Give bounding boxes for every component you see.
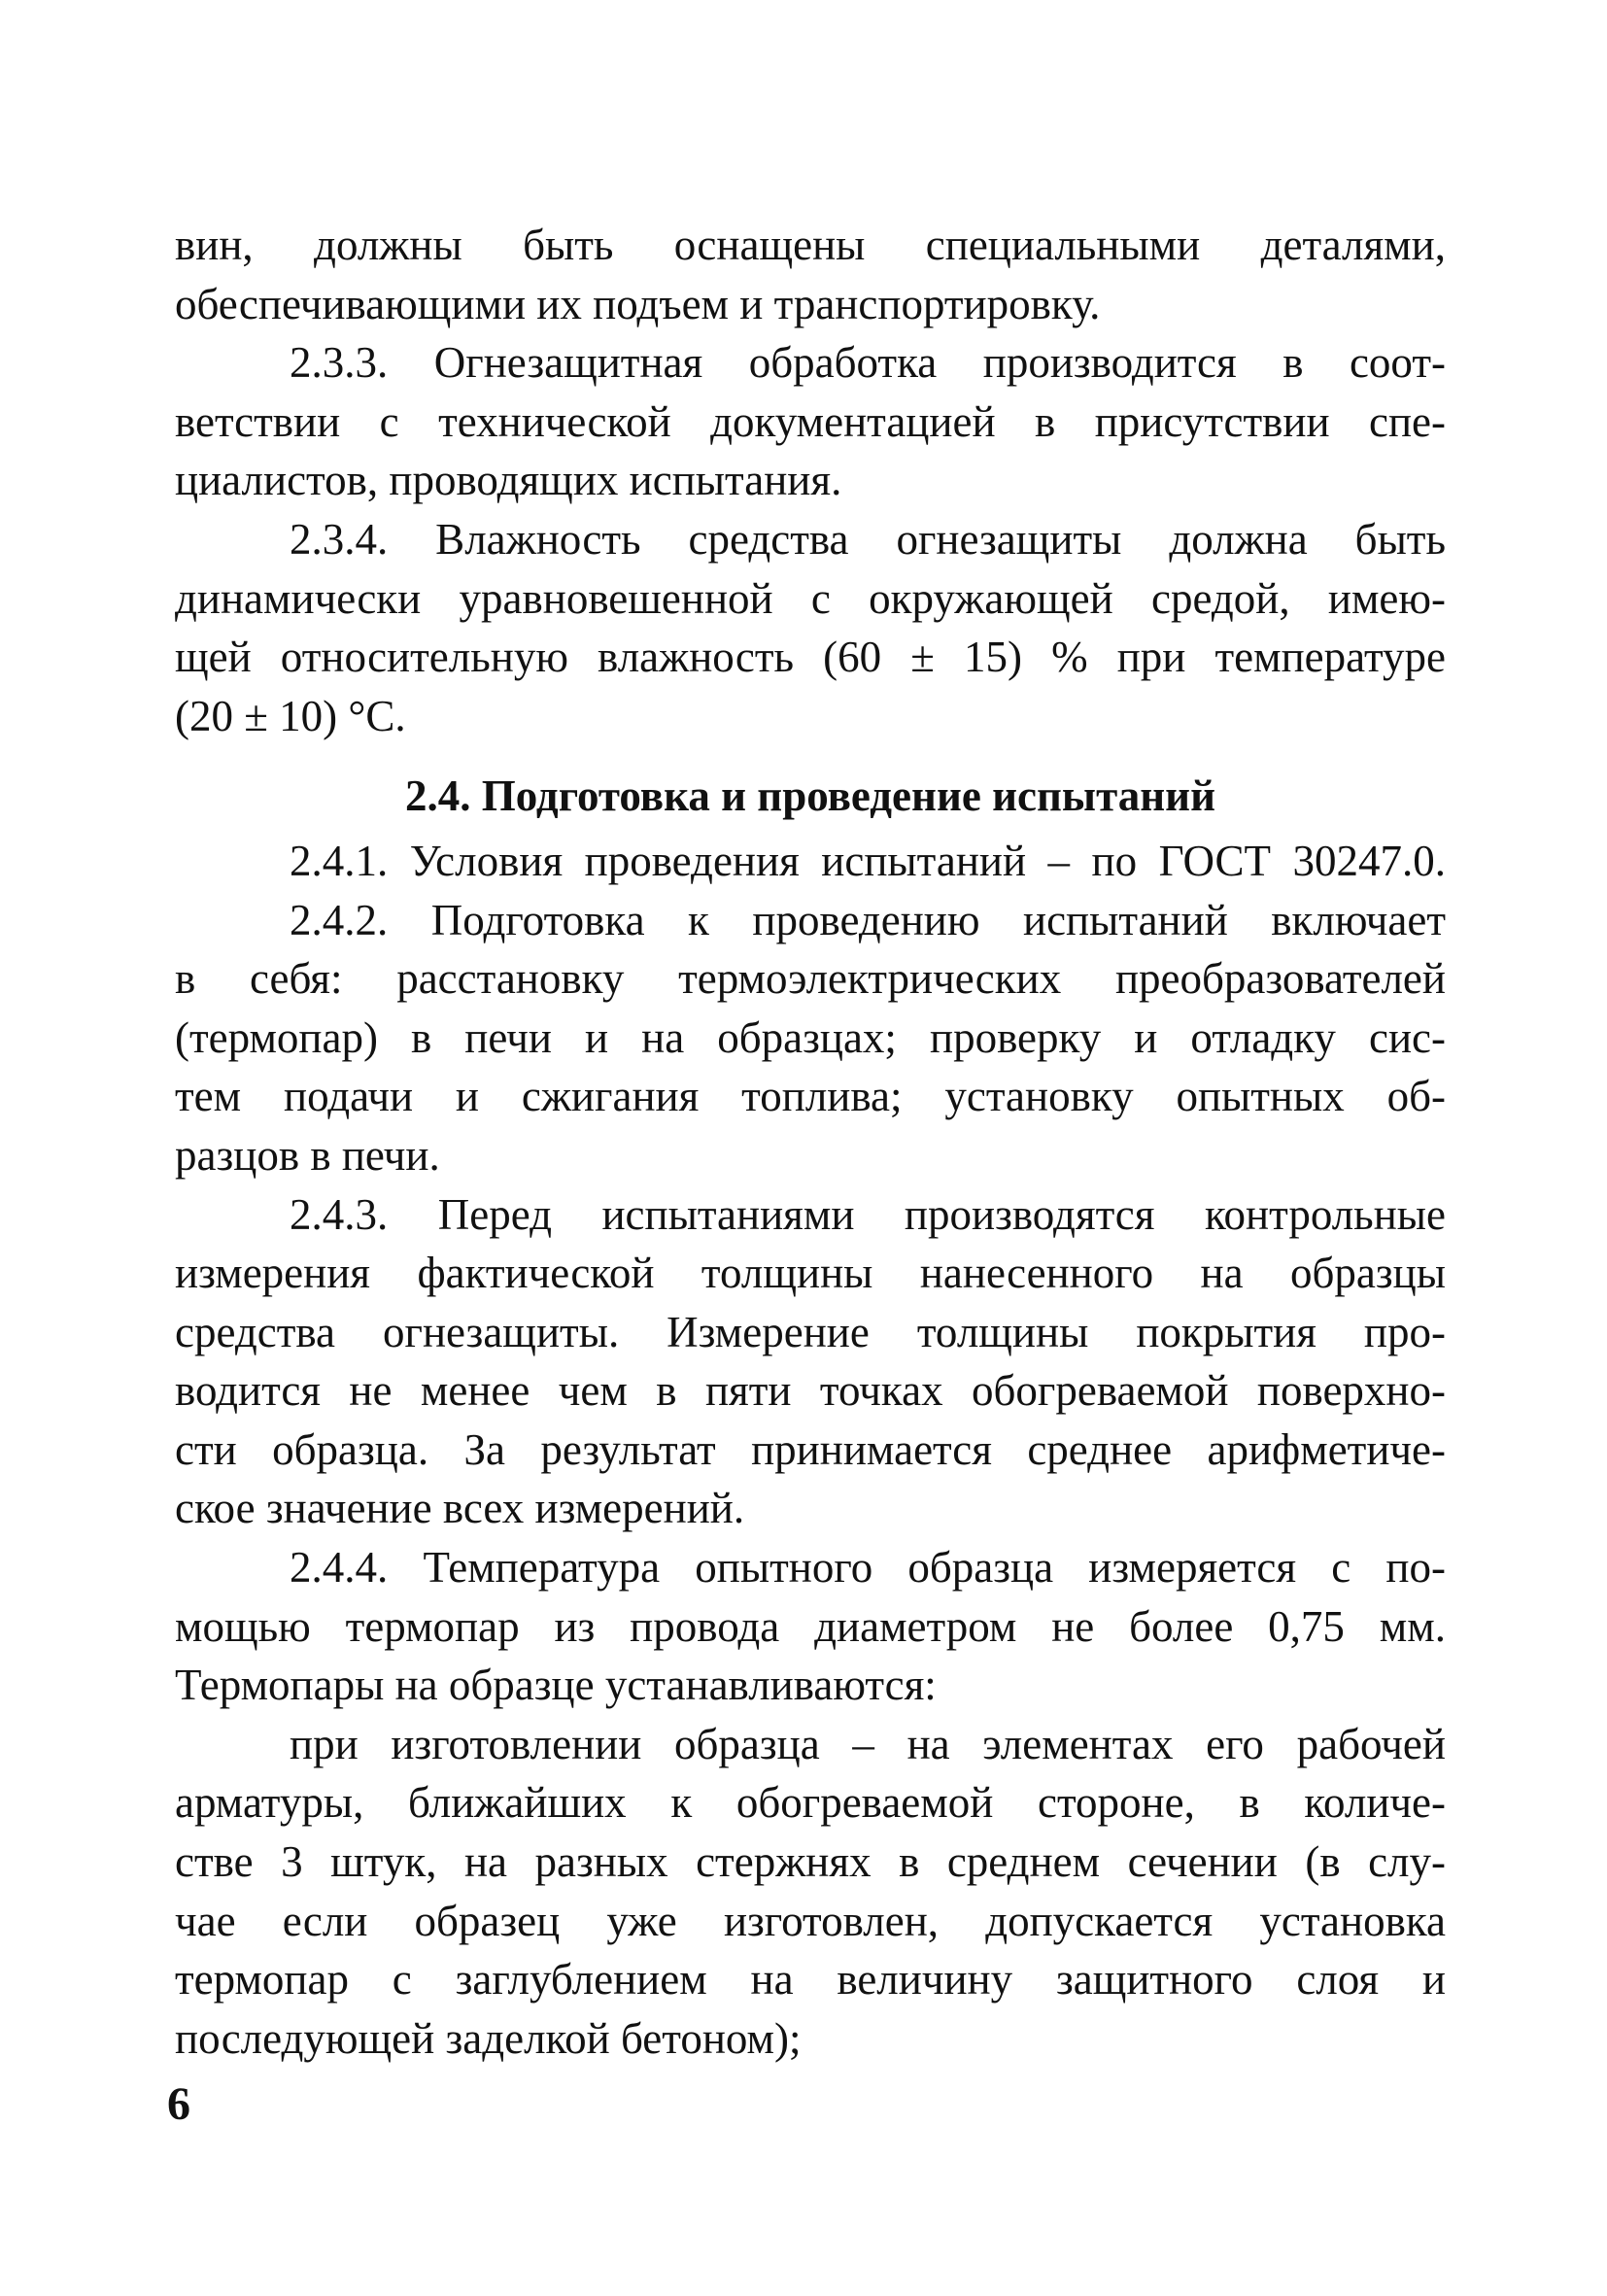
text-line: тем подачи и сжигания топлива; установку опытных об- (175, 1072, 1446, 1121)
text-line: ское значение всех измерений. (175, 1484, 745, 1533)
text-line: Термопары на образце устанавливаются: (175, 1661, 937, 1710)
paragraph-2-4-1: 2.4.1. Условия проведения испытаний – по ГОСТ 30247.0. (290, 836, 1446, 885)
text-line: обеспечивающими их подъем и транспортировку. (175, 279, 1101, 328)
paragraph-2-3-4: 2.3.4. Влажность средства огнезащиты должна быть (290, 514, 1446, 564)
text-line: разцов в печи. (175, 1130, 440, 1180)
text-line: измерения фактической толщины нанесенного на образцы (175, 1249, 1446, 1298)
list-item-thermocouple-placement: при изготовлении образца – на элементах его рабочей (290, 1719, 1446, 1768)
text-line: вин, должны быть оснащены специальными деталями, (175, 221, 1446, 269)
text-line: водится не менее чем в пяти точках обогреваемой поверхно- (175, 1366, 1446, 1416)
text-line: циалистов, проводящих испытания. (175, 456, 842, 505)
paragraph-2-4-2: 2.4.2. Подготовка к проведению испытаний включает (290, 895, 1446, 944)
text-line: стве 3 штук, на разных стержнях в среднем сечении (в слу- (175, 1837, 1446, 1887)
text-line: термопар с заглублением на величину защитного слоя и (175, 1955, 1446, 2005)
text-line: арматуры, ближайших к обогреваемой стороне, в количе- (175, 1778, 1446, 1828)
paragraph-2-4-3: 2.4.3. Перед испытаниями производятся контрольные (290, 1189, 1446, 1239)
text-line: средства огнезащиты. Измерение толщины покрытия про- (175, 1307, 1446, 1356)
paragraph-2-3-3: 2.3.3. Огнезащитная обработка производится в соот- (290, 338, 1446, 388)
text-line: (20 ± 10) °С. (175, 691, 406, 740)
text-line: сти образца. За результат принимается среднее арифметиче- (175, 1424, 1446, 1474)
text-line: щей относительную влажность (60 ± 15) % при температуре (175, 633, 1446, 682)
page-number: 6 (167, 2078, 190, 2130)
body-text (175, 216, 1446, 2068)
text-line: чае если образец уже изготовлен, допускается установка (175, 1896, 1446, 1945)
text-line: (термопар) в печи и на образцах; проверку и отладку сис- (175, 1012, 1446, 1062)
paragraph-2-4-4: 2.4.4. Температура опытного образца измеряется с по- (290, 1543, 1446, 1593)
text-line: в себя: расстановку термоэлектрических преобразователей (175, 954, 1446, 1004)
text-line: мощью термопар из провода диаметром не более 0,75 мм. (175, 1601, 1446, 1651)
text-line: последующей заделкой бетоном); (175, 2013, 802, 2063)
section-heading-2-4: 2.4. Подготовка и проведение испытаний (404, 771, 1216, 821)
text-line: динамически уравновешенной с окружающей средой, имею- (175, 573, 1446, 623)
text-line: ветствии с технической документацией в присутствии спе- (175, 396, 1446, 446)
